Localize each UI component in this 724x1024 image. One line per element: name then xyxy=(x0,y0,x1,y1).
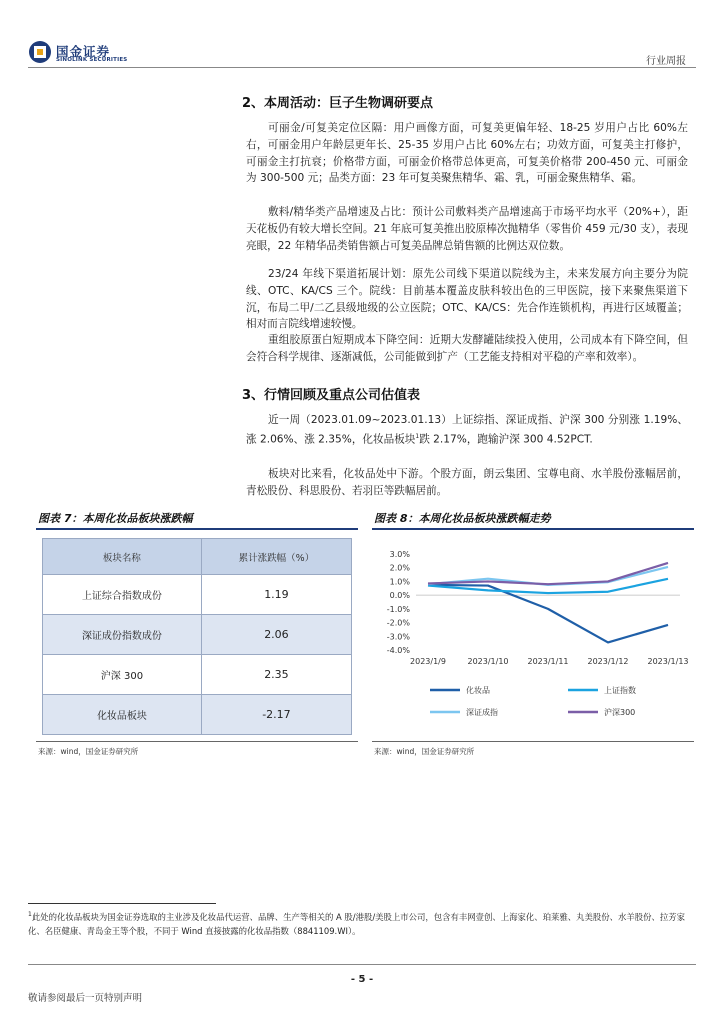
logo-icon xyxy=(28,40,52,64)
section-3-title: 3、行情回顾及重点公司估值表 xyxy=(242,388,421,403)
section-2-title: 2、本周活动：巨子生物调研要点 xyxy=(242,96,434,111)
footnote-ref: 1 xyxy=(415,432,420,440)
y-tick-label: -1.0% xyxy=(386,604,410,614)
page-header xyxy=(0,0,724,72)
table-row xyxy=(43,575,352,615)
market-review-text-a: 近一周（2023.01.09~2023.01.13）上证综指、深证成指、沪深 300 分别涨 1.19%、涨 2.06%、涨 2.35%，化妆品板块 xyxy=(246,414,688,446)
x-tick-label: 2023/1/11 xyxy=(527,657,569,666)
figure-7-bottom-rule xyxy=(36,741,358,742)
paragraph-sector-compare: 板块对比来看，化妆品处中下游。个股方面，朗云集团、宝尊电商、水羊股份涨幅居前，青松股份、科思股份、若羽臣等跌幅居前。 xyxy=(246,468,688,497)
row-value: 2.06 xyxy=(201,615,351,655)
logo-text-cn: 国金证券 xyxy=(56,44,111,59)
footer-divider xyxy=(28,964,696,965)
row-value: 2.35 xyxy=(201,655,351,695)
legend-label: 深证成指 xyxy=(466,708,498,717)
y-tick-label: 3.0% xyxy=(389,550,410,559)
y-tick-label: -2.0% xyxy=(386,618,410,628)
footer-disclaimer: 敬请参阅最后一页特别声明 xyxy=(28,993,143,1004)
header-divider xyxy=(28,67,696,68)
paragraph-offline-channel: 23/24 年线下渠道拓展计划：原先公司线下渠道以院线为主，未来发展方向主要分为院线、OTC、KA/CS 三个。院线：目前基本覆盖皮肤科较出色的三甲医院，接下来聚焦渠道下沉，布局二甲/二乙县级地级的公立医院；OTC、KA/CS：先合作连锁机构，再进行区域覆盖；相对而言院线增速较慢。 xyxy=(246,268,688,331)
row-value: 1.19 xyxy=(201,575,351,615)
y-tick-label: -3.0% xyxy=(386,632,410,642)
report-type: 行业周报 xyxy=(646,56,686,67)
figure-7-rule xyxy=(36,528,358,530)
paragraph-market-review xyxy=(246,412,688,448)
trend-line-chart xyxy=(372,532,692,742)
x-tick-label: 2023/1/13 xyxy=(647,657,689,666)
market-review-text-b: 跌 2.17%，跑输沪深 300 4.52PCT. xyxy=(419,433,593,446)
paragraph-positioning: 可丽金/可复美定位区隔：用户画像方面，可复美更偏年轻、18-25 岁用户占比 60%左右，可丽金用户年龄层更年长、25-35 岁用户占比 60%左右；功效方面，可复美主打修护，可丽金主打抗衰；价格带方面，可丽金价格带总体更高，可复美价格带 200-450 元、可丽金为 300-500 元；品类方面：23 年可复美聚焦精华、霜、乳，可丽金聚焦精华、霜。 xyxy=(246,122,688,185)
x-tick-label: 2023/1/10 xyxy=(467,657,509,666)
sector-change-table xyxy=(42,538,352,735)
figure-7-title: 图表 7：本周化妆品板块涨跌幅 xyxy=(38,512,193,525)
row-name: 沪深 300 xyxy=(43,655,202,695)
column-header-sector: 板块名称 xyxy=(43,539,202,575)
table-header-row xyxy=(43,539,352,575)
row-name: 深证成份指数成份 xyxy=(43,615,202,655)
page-number: - 5 - xyxy=(350,974,374,985)
row-name: 上证综合指数成份 xyxy=(43,575,202,615)
legend-label: 沪深300 xyxy=(604,708,636,717)
paragraph-dressing-essence: 敷料/精华类产品增速及占比：预计公司敷料类产品增速高于市场平均水平（20%+），距天花板仍有较大增长空间。21 年底可复美推出胶原棒次抛精华（零售价 459 元/30 支），表现亮眼，22 年精华品类销售额占可复美品牌总销售额的比例达双位数。 xyxy=(246,206,688,252)
y-tick-label: 0.0% xyxy=(389,591,410,601)
footnote-divider xyxy=(28,903,216,904)
x-tick-label: 2023/1/9 xyxy=(410,657,446,666)
y-tick-label: -4.0% xyxy=(386,646,410,655)
footnote-marker: 1 xyxy=(28,911,32,918)
figure-8-source: 来源：wind，国金证券研究所 xyxy=(374,747,475,756)
paragraph-collagen-cost: 重组胶原蛋白短期成本下降空间：近期大发酵罐陆续投入使用，公司成本有下降空间，但会符合科学规律、逐渐减低，公司能做到扩产（工艺能支持相对平稳的产率和效率）。 xyxy=(246,334,688,363)
table-row xyxy=(43,695,352,735)
legend-label: 上证指数 xyxy=(604,686,636,695)
y-tick-label: 1.0% xyxy=(389,577,410,587)
logo-text-en: SINOLINK SECURITIES xyxy=(56,57,128,63)
figure-7-source: 来源：wind，国金证券研究所 xyxy=(38,747,139,756)
figure-8-rule xyxy=(372,528,694,530)
legend-label: 化妆品 xyxy=(466,686,490,695)
figure-8-title: 图表 8：本周化妆品板块涨跌幅走势 xyxy=(374,512,551,525)
row-value: -2.17 xyxy=(201,695,351,735)
table-row xyxy=(43,655,352,695)
column-header-change: 累计涨跌幅（%） xyxy=(201,539,351,575)
footnote xyxy=(28,908,692,939)
company-logo xyxy=(28,40,140,68)
figure-8-bottom-rule xyxy=(372,741,694,742)
row-name: 化妆品板块 xyxy=(43,695,202,735)
y-tick-label: 2.0% xyxy=(389,563,410,573)
x-tick-label: 2023/1/12 xyxy=(587,657,629,666)
table-row xyxy=(43,615,352,655)
footnote-text: 此处的化妆品板块为国金证券选取的主业涉及化妆品代运营、品牌、生产等相关的 A 股/港股/美股上市公司，包含有丰网壹创、上海家化、珀莱雅、丸美股份、水羊股份、拉芳家化、名臣健康、青岛金王等个股，不同于 Wind 直接披露的化妆品指数（8841109.WI）。 xyxy=(28,911,686,937)
